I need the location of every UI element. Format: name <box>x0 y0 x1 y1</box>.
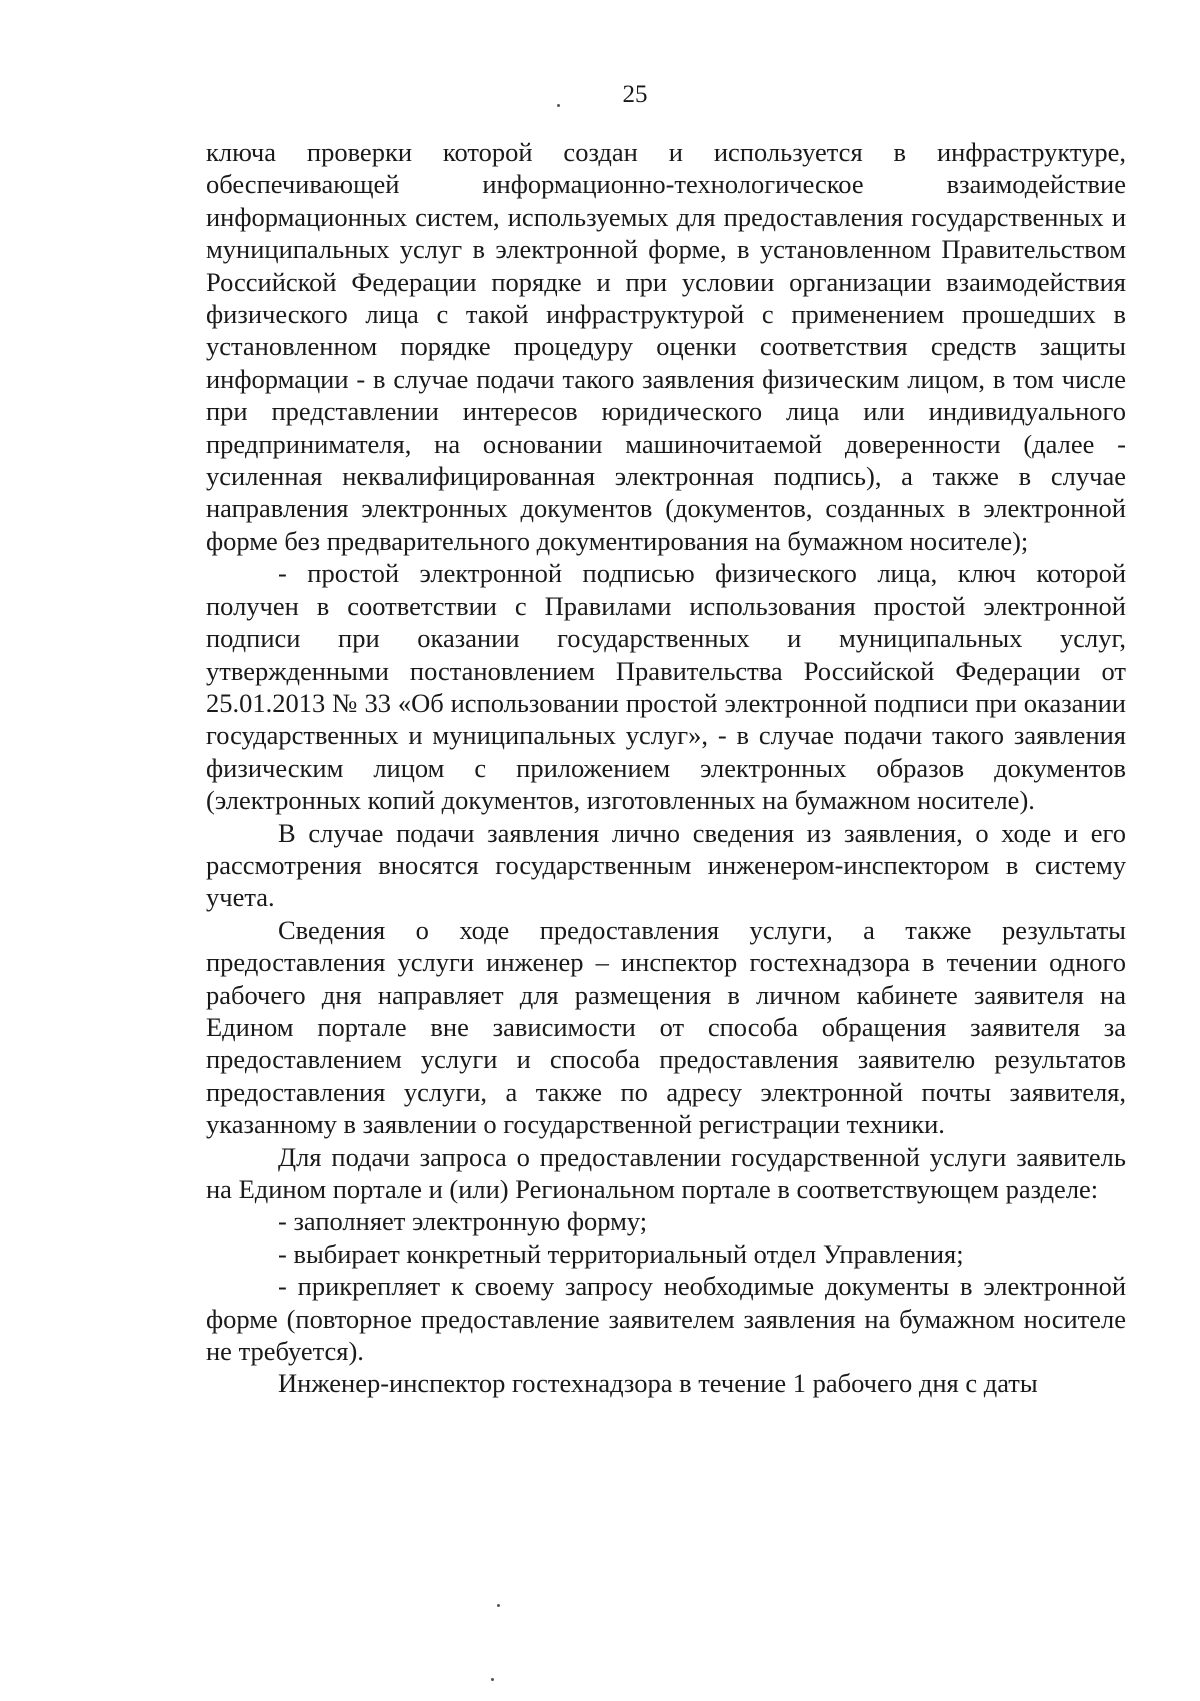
paragraph-service-progress: Сведения о ходе предоставления услуги, а также результаты предоставления услуги инженер – инспектор гостехнадзора в течении одного рабочего дня направляет для размещения в личном кабинете заявителя на Едином портале вне зависимости от способа обращения заявителя за предоставлением услуги и способа предоставления заявителю результатов предоставления услуги, а также по адресу электронной почты заявителя, указанному в заявлении о государственной регистрации техники. <box>206 914 1126 1140</box>
paragraph-inspector-deadline: Инженер-инспектор гостехнадзора в течение 1 рабочего дня с даты <box>278 1368 1038 1399</box>
list-item-select-department: - выбирает конкретный территориальный отдел Управления; <box>278 1238 964 1269</box>
list-item-attach-documents: - прикрепляет к своему запросу необходимые документы в электронной форме (повторное предоставление заявителем заявления на бумажном носителе не требуется). <box>206 1271 1126 1367</box>
page-number: 25 <box>622 81 648 108</box>
scan-speck <box>497 1604 500 1607</box>
document-body <box>206 136 1126 1400</box>
list-item-fill-form: - заполняет электронную форму; <box>278 1206 648 1237</box>
paragraph-simple-signature: - простой электронной подписью физического лица, ключ которой получен в соответствии с Правилами использования простой электронной подписи при оказании государственных и муниципальных услуг, утвержденными постановлением Правительства Российской Федерации от 25.01.2013 № 33 «Об использовании простой электронной подписи при оказании государственных и муниципальных услуг», - в случае подачи такого заявления физическим лицом с приложением электронных образов документов (электронных копий документов, изготовленных на бумажном носителе). <box>206 558 1126 816</box>
paragraph-personal-submission: В случае подачи заявления лично сведения из заявления, о ходе и его рассмотрения вносятся государственным инженером-инспектором в систему учета. <box>206 817 1126 913</box>
paragraph-request-submission: Для подачи запроса о предоставлении государственной услуги заявитель на Едином портале и (или) Региональном портале в соответствующем разделе: <box>206 1141 1126 1204</box>
scan-speck <box>491 1678 494 1681</box>
scan-speck <box>557 104 560 107</box>
paragraph-signature-verification: ключа проверки которой создан и используется в инфраструктуре, обеспечивающей информационно-технологическое взаимодействие информационных систем, используемых для предоставления государственных и муниципальных услуг в электронной форме, в установленном Правительством Российской Федерации порядке и при условии организации взаимодействия физического лица с такой инфраструктурой с применением прошедших в установленном порядке процедуру оценки соответствия средств защиты информации - в случае подачи такого заявления физическим лицом, в том числе при представлении интересов юридического лица или индивидуального предпринимателя, на основании машиночитаемой доверенности (далее - усиленная неквалифицированная электронная подпись), а также в случае направления электронных документов (документов, созданных в электронной форме без предварительного документирования на бумажном носителе); <box>206 137 1126 556</box>
